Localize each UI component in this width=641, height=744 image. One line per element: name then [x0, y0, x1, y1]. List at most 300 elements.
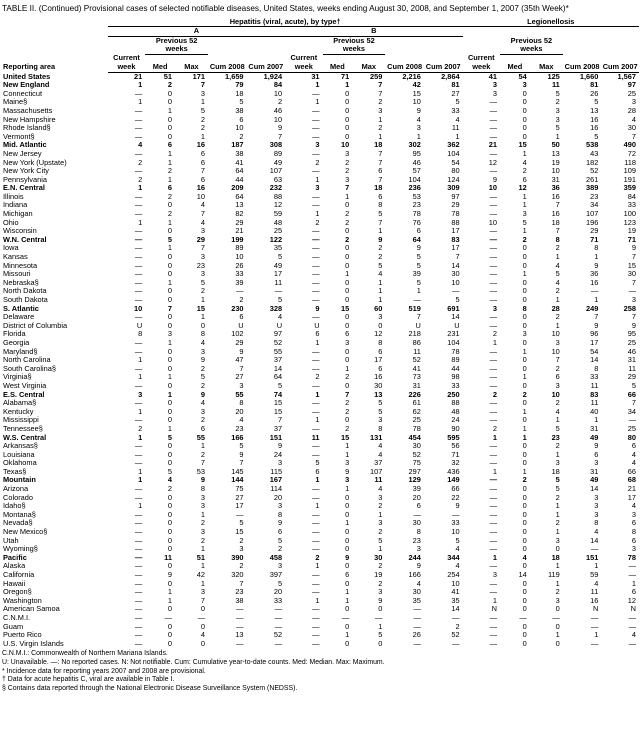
cell-value: 3 — [594, 501, 599, 511]
cell-value: 1 — [492, 337, 498, 347]
cell-value: 328 — [269, 303, 283, 313]
cell-value: 3 — [200, 406, 205, 416]
row-label: New Jersey — [3, 148, 42, 158]
cell-value: — — [590, 286, 599, 296]
cell-value: 52 — [590, 166, 599, 176]
cell-value: 0 — [522, 123, 527, 133]
cell-value: 1 — [345, 587, 350, 597]
cell-value: — — [452, 286, 460, 296]
cell-value: — — [134, 458, 143, 468]
cell-value: 1 — [345, 518, 350, 528]
cell-value: 5 — [167, 234, 172, 244]
cell-value: 3 — [315, 140, 320, 150]
cell-value: — — [312, 535, 320, 545]
cell-value: 30 — [412, 518, 421, 528]
cell-value: 24 — [451, 415, 460, 425]
cell-value: 9 — [239, 346, 244, 356]
cell-value: 16 — [551, 191, 560, 201]
cell-value: — — [489, 492, 498, 502]
cell-value: 1 — [594, 252, 599, 262]
cell-value: 4 — [522, 552, 527, 562]
cell-value: 9 — [416, 561, 421, 571]
cell-value: 3 — [594, 458, 599, 468]
cell-value: 89 — [235, 243, 244, 253]
cell-value: 81 — [590, 80, 599, 90]
cell-value: 15 — [235, 527, 244, 537]
cell-value: 41 — [488, 71, 498, 81]
cell-value: 231 — [447, 329, 460, 339]
cell-value: 1 — [345, 630, 350, 640]
cell-value: 1 — [138, 466, 143, 476]
cell-value: — — [489, 346, 498, 356]
cell-value: 6 — [315, 466, 320, 476]
cell-value: 0 — [555, 544, 560, 554]
cell-value: 0 — [345, 415, 350, 425]
cell-value: 9 — [594, 260, 599, 270]
cell-value: 0 — [522, 243, 527, 253]
cell-value: 11 — [590, 587, 599, 597]
row-label: U.S. Virgin Islands — [3, 638, 64, 648]
cell-value: 59 — [590, 570, 599, 579]
cell-value: 2 — [555, 398, 560, 408]
cell-value: 1 — [138, 97, 143, 107]
cell-value: 2 — [239, 295, 244, 304]
prev52-hep-a: Previous 52 weeks — [145, 36, 208, 54]
cell-value: 21 — [133, 71, 143, 81]
cell-value: 3 — [522, 80, 527, 90]
cell-value: 3 — [555, 337, 560, 347]
cell-value: 0 — [522, 260, 527, 270]
cell-value: 38 — [235, 105, 244, 115]
row-label: Florida — [3, 329, 26, 339]
table-row — [2, 528, 639, 537]
cell-value: 39 — [412, 269, 421, 279]
cell-value: 26 — [412, 630, 421, 640]
cell-value: 21 — [627, 484, 636, 494]
cell-value: — — [489, 226, 498, 236]
cell-value: 0 — [345, 97, 350, 107]
cell-value: 2 — [378, 252, 383, 262]
cell-value: 232 — [269, 183, 283, 193]
cell-value: 33 — [627, 200, 636, 210]
cell-value: 0 — [345, 544, 350, 554]
cell-value: U — [136, 320, 143, 330]
cell-value: 98 — [451, 372, 460, 382]
cell-value: 0 — [522, 441, 527, 451]
cell-value: — — [628, 415, 636, 425]
cell-value: — — [312, 441, 320, 451]
spacer-l-cum07 — [601, 36, 639, 54]
cell-value: 4 — [167, 475, 172, 485]
cell-value: 3 — [345, 475, 350, 485]
subgroup-hep-b: B — [285, 27, 462, 37]
cell-value: — — [628, 286, 636, 296]
cell-value: 107 — [586, 209, 599, 219]
cell-value: 9 — [200, 475, 205, 485]
cell-value: 43 — [590, 148, 599, 158]
cell-value: 4 — [455, 114, 460, 124]
cell-value: — — [413, 604, 421, 614]
cell-value: 16 — [590, 114, 599, 124]
cell-value: 7 — [378, 88, 383, 98]
cell-value: 83 — [451, 234, 460, 244]
cell-value: 4 — [277, 312, 283, 322]
cell-value: 9 — [200, 355, 205, 365]
cell-value: — — [134, 252, 143, 262]
cell-value: 3 — [200, 587, 205, 597]
cell-value: — — [236, 621, 244, 631]
cell-value: 0 — [345, 380, 350, 390]
cell-value: 48 — [451, 406, 460, 416]
cell-value: 3 — [277, 561, 283, 571]
cell-value: 1 — [167, 587, 172, 597]
cell-value: — — [134, 638, 143, 648]
row-label: Mid. Atlantic — [3, 140, 47, 150]
cell-value: — — [134, 527, 143, 537]
cell-value: 2 — [555, 492, 560, 502]
cell-value: 13 — [374, 389, 383, 399]
cell-value: 2 — [492, 329, 498, 339]
cell-value: — — [134, 260, 143, 270]
row-label: Kansas — [3, 252, 28, 262]
cell-value: 78 — [451, 346, 460, 356]
cell-value: — — [489, 260, 498, 270]
cell-value: 1 — [345, 595, 350, 605]
cell-value: 33 — [590, 372, 599, 382]
cell-value: 7 — [345, 183, 350, 193]
row-label: Pacific — [3, 552, 27, 562]
cell-value: 10 — [488, 217, 498, 227]
cell-value: 46 — [627, 346, 636, 356]
table-body — [2, 72, 639, 648]
cell-value: 0 — [522, 415, 527, 425]
cell-value: 29 — [627, 372, 636, 382]
cell-value: 3 — [200, 527, 205, 537]
cell-value: 5 — [315, 458, 320, 468]
cell-value: 8 — [200, 329, 205, 339]
cell-value: N — [593, 604, 599, 614]
row-label: North Carolina — [3, 355, 51, 365]
cell-value: 44 — [451, 363, 460, 373]
prev52-hep-b: Previous 52 weeks — [323, 36, 386, 54]
cell-value: 10 — [273, 114, 283, 124]
cell-value: 7 — [631, 398, 636, 408]
cell-value: — — [134, 277, 143, 287]
cell-value: 8 — [138, 329, 143, 339]
cell-value: 86 — [412, 337, 421, 347]
cell-value: 17 — [374, 355, 383, 365]
cell-value: 5 — [378, 630, 383, 640]
cell-value: 96 — [590, 329, 599, 339]
cell-value: 52 — [273, 630, 283, 640]
cell-value: 2 — [138, 157, 143, 167]
table-row — [2, 571, 639, 580]
cell-value: — — [134, 621, 143, 631]
cell-value: 41 — [235, 157, 244, 167]
cell-value: 4 — [522, 157, 527, 167]
cell-value: 10 — [551, 329, 560, 339]
cell-value: — — [134, 595, 143, 605]
hdr-b-current: Current week — [285, 54, 322, 72]
hdr-b-cum2008: Cum 2008 — [385, 54, 424, 72]
cell-value: — — [590, 612, 599, 622]
cell-value: 0 — [167, 527, 172, 537]
cell-value: 10 — [196, 191, 205, 201]
hdr-a-cum2007: Cum 2007 — [247, 54, 286, 72]
cell-value: — — [312, 312, 320, 322]
cell-value: — — [489, 243, 498, 253]
cell-value: 151 — [269, 432, 283, 442]
cell-value: 56 — [451, 441, 460, 451]
cell-value: 3 — [631, 509, 636, 519]
cell-value: 66 — [627, 466, 636, 476]
cell-value: 97 — [627, 80, 636, 90]
cell-value: 14 — [518, 570, 527, 579]
cell-value: 0 — [345, 277, 350, 287]
cell-value: 5 — [200, 277, 205, 287]
cell-value: 0 — [522, 587, 527, 597]
cell-value: 1 — [378, 286, 383, 296]
table-row — [2, 519, 639, 528]
cell-value: 0 — [345, 252, 350, 262]
cell-value: — — [489, 535, 498, 545]
cell-value: 6 — [378, 166, 383, 176]
cell-value: — — [134, 518, 143, 528]
cell-value: — — [489, 544, 498, 554]
cell-value: 88 — [451, 398, 460, 408]
cell-value: 3 — [200, 492, 205, 502]
cell-value: 5 — [522, 217, 527, 227]
cell-value: — — [452, 638, 460, 648]
cell-value: 29 — [196, 234, 205, 244]
cell-value: 31 — [627, 355, 636, 365]
cell-value: 22 — [451, 492, 460, 502]
cell-value: — — [134, 200, 143, 210]
cell-value: 2 — [555, 441, 560, 451]
cell-value: 8 — [200, 484, 205, 494]
cell-value: 1 — [167, 277, 172, 287]
cell-value: 15 — [341, 303, 350, 313]
cell-value: 7 — [239, 458, 244, 468]
cell-value: 1 — [555, 578, 560, 588]
cell-value: 36 — [590, 269, 599, 279]
cell-value: 1 — [345, 80, 350, 90]
table-row — [2, 176, 639, 185]
cell-value: 28 — [627, 105, 636, 115]
cell-value: 31 — [590, 423, 599, 433]
cell-value: 16 — [196, 183, 205, 193]
cell-value: 3 — [200, 269, 205, 279]
cell-value: 1 — [522, 346, 527, 356]
cell-value: 166 — [408, 570, 421, 579]
cell-value: 0 — [167, 501, 172, 511]
cell-value: 0 — [522, 509, 527, 519]
cell-value: 0 — [345, 604, 350, 614]
cell-value: 19 — [374, 570, 383, 579]
cell-value: 3 — [345, 337, 350, 347]
cell-value: 23 — [551, 432, 560, 442]
cell-value: 3 — [200, 501, 205, 511]
subgroup-hep-a: A — [108, 27, 285, 37]
cell-value: — — [134, 148, 143, 158]
cell-value: 52 — [412, 449, 421, 459]
cell-value: 1 — [167, 389, 172, 399]
cell-value: — — [312, 346, 320, 356]
cell-value: 3 — [492, 570, 498, 579]
cell-value: — — [374, 612, 383, 622]
cell-value: 27 — [451, 88, 460, 98]
cell-value: — — [489, 380, 498, 390]
cell-value: 13 — [235, 200, 244, 210]
row-label: Vermont§ — [3, 131, 35, 141]
cell-value: 4 — [239, 415, 244, 425]
cell-value: 259 — [369, 71, 383, 81]
cell-value: 11 — [628, 363, 636, 373]
cell-value: 1 — [200, 509, 205, 519]
cell-value: 25 — [412, 415, 421, 425]
cell-value: 2 — [345, 398, 350, 408]
cell-value: 0 — [522, 398, 527, 408]
cell-value: 71 — [451, 449, 460, 459]
cell-value: 6 — [631, 441, 636, 451]
cell-value: 64 — [235, 166, 244, 176]
cell-value: 1 — [522, 191, 527, 201]
cell-value: 20 — [235, 406, 244, 416]
row-label: California — [3, 570, 35, 579]
cell-value: 16 — [196, 140, 205, 150]
cell-value: 1 — [315, 209, 320, 219]
cell-value: 63 — [273, 174, 283, 184]
spacer-l-cum08 — [563, 36, 602, 54]
table-row — [2, 391, 639, 400]
cell-value: 0 — [522, 501, 527, 511]
cell-value: 5 — [555, 423, 560, 433]
cell-value: 3 — [378, 492, 383, 502]
cell-value: 18 — [551, 466, 560, 476]
cell-value: — — [489, 286, 498, 296]
row-label: Maryland§ — [3, 346, 38, 356]
cell-value: 16 — [551, 209, 560, 219]
cell-value: 38 — [235, 595, 244, 605]
cell-value: 5 — [277, 380, 283, 390]
cell-value: 6 — [239, 114, 244, 124]
cell-value: 2 — [522, 234, 527, 244]
row-label: Georgia — [3, 337, 30, 347]
cell-value: 1 — [200, 131, 205, 141]
cell-value: 9 — [345, 466, 350, 476]
cell-value: 6 — [200, 148, 205, 158]
cell-value: 82 — [235, 209, 244, 219]
cell-value: 1 — [315, 415, 320, 425]
table-row — [2, 408, 639, 417]
cell-value: 10 — [341, 140, 350, 150]
cell-value: 2 — [315, 217, 320, 227]
row-label: District of Columbia — [3, 320, 68, 330]
cell-value: 1 — [492, 466, 498, 476]
cell-value: 39 — [235, 277, 244, 287]
cell-value: 0 — [200, 638, 205, 648]
cell-value: 2 — [167, 166, 172, 176]
cell-value: 1 — [594, 630, 599, 640]
cell-value: — — [134, 337, 143, 347]
cell-value: 72 — [627, 148, 636, 158]
cell-value: 71 — [627, 234, 636, 244]
cell-value: 1 — [315, 174, 320, 184]
cell-value: 11 — [164, 552, 172, 562]
cell-value: 2 — [167, 80, 172, 90]
cell-value: 2 — [345, 406, 350, 416]
cell-value: 1 — [522, 372, 527, 382]
cell-value: 71 — [590, 234, 599, 244]
cell-value: 0 — [200, 320, 205, 330]
cell-value: — — [312, 423, 320, 433]
group-legionellosis: Legionellosis — [463, 18, 639, 27]
cell-value: 49 — [590, 432, 599, 442]
row-label: Pennsylvania — [3, 174, 47, 184]
cell-value: 7 — [200, 80, 205, 90]
cell-value: 11 — [590, 398, 599, 408]
cell-value: 2 — [239, 131, 244, 141]
cell-value: — — [312, 131, 320, 141]
cell-value: 6 — [631, 587, 636, 597]
spacer-b-cum07 — [424, 36, 463, 54]
table-row — [2, 348, 639, 357]
cell-value: 10 — [412, 97, 421, 107]
cell-value: — — [134, 449, 143, 459]
cell-value: 24 — [273, 449, 283, 459]
cell-value: 5 — [416, 277, 421, 287]
cell-value: — — [312, 226, 320, 236]
cell-value: — — [489, 191, 498, 201]
cell-value: 4 — [200, 217, 205, 227]
cell-value: U — [276, 320, 283, 330]
cell-value: 11 — [374, 475, 383, 485]
cell-value: — — [628, 570, 636, 579]
cell-value: 171 — [192, 71, 205, 81]
cell-value: — — [413, 621, 421, 631]
cell-value: — — [134, 88, 143, 98]
cell-value: 2 — [167, 484, 172, 494]
cell-value: 20 — [412, 492, 421, 502]
cell-value: 0 — [167, 604, 172, 614]
hdr-l-med: Med — [500, 54, 530, 72]
row-label: Puerto Rico — [3, 630, 42, 640]
cell-value: — — [134, 604, 143, 614]
cell-value: — — [134, 243, 143, 253]
cell-value: 8 — [416, 527, 421, 537]
cell-value: 0 — [522, 561, 527, 571]
cell-value: 6 — [416, 501, 421, 511]
cell-value: 15 — [196, 303, 205, 313]
cell-value: 52 — [451, 630, 460, 640]
cell-value: 2 — [277, 97, 283, 107]
row-label: South Carolina§ — [3, 363, 57, 373]
cell-value: 37 — [374, 458, 383, 468]
row-label: West Virginia — [3, 380, 47, 390]
cell-value: 3 — [277, 458, 283, 468]
row-label: Kentucky — [3, 406, 34, 416]
cell-value: 2,216 — [402, 71, 421, 81]
cell-value: 2 — [200, 286, 205, 296]
cell-value: — — [312, 166, 320, 176]
cell-value: 166 — [231, 432, 244, 442]
cell-value: 29 — [235, 337, 244, 347]
cell-value: 2 — [522, 475, 527, 485]
cell-value: 5 — [277, 252, 283, 262]
cell-value: 5 — [594, 97, 599, 107]
cell-value: 4 — [416, 114, 421, 124]
cell-value: 4 — [200, 398, 205, 408]
